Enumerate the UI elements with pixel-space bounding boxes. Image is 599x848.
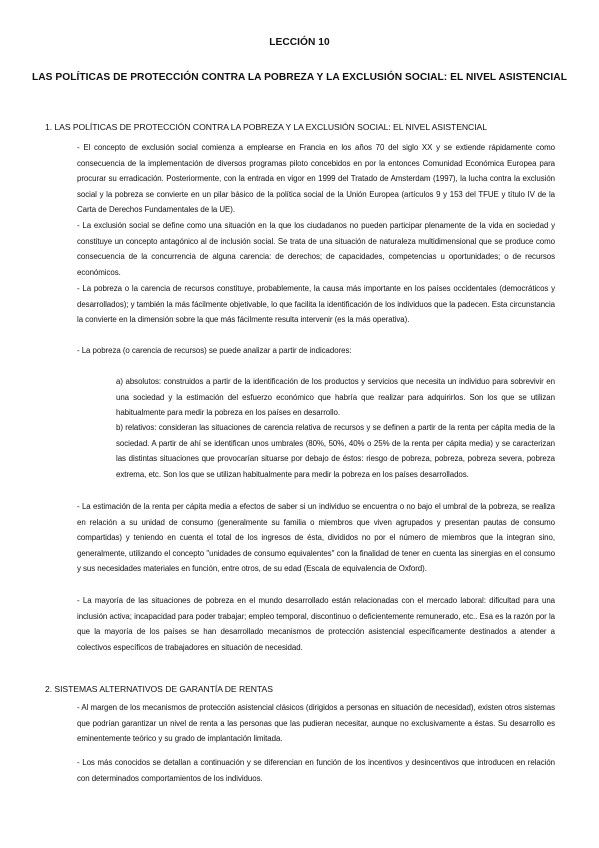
main-title: LAS POLÍTICAS DE PROTECCIÓN CONTRA LA POBREZA Y LA EXCLUSIÓN SOCIAL: EL NIVEL ASISTENCIAL	[32, 72, 567, 83]
paragraph-alternative-systems: - Al margen de los mecanismos de protección asistencial clásicos (dirigidos a personas en situación de necesidad), existen otros sistemas que podrían garantizar un nivel de renta a las personas que las pudieran necesitar, aunque no exclusivamente a éstas. Su desarrollo es eminentemente teórico y su grado de implantación limitada.	[77, 703, 555, 744]
subparagraph-absolute-indicators: a) absolutos: construidos a partir de la identificación de los productos y servicios que necesita un individuo para sobrevivir en una sociedad y la estimación del esfuerzo económico que habría que realizar para adquirirlos. Son los que se utilizan habitualmente para medir la pobreza en los países en desarrollo.	[116, 377, 555, 418]
paragraph-exclusion-definition: - La exclusión social se define como una situación en la que los ciudadanos no pueden participar plenamente de la vida en sociedad y constituye un concepto antagónico al de inclusión social. Se trata de una situación de naturaleza multidimensional que se produce como consecuencia de la concurrencia de alguna carencia: de derechos; de capacidades, competencias u oportunidades; o de recursos económicos.	[77, 221, 555, 277]
section-1-heading: 1. LAS POLÍTICAS DE PROTECCIÓN CONTRA LA POBREZA Y LA EXCLUSIÓN SOCIAL: EL NIVEL ASISTENCIAL	[45, 122, 487, 132]
paragraph-income-estimation: - La estimación de la renta per cápita media a efectos de saber si un individuo se encuentra o no bajo el umbral de la pobreza, se realiza en relación a su unidad de consumo (generalmente su familia o miembros que viven agrupados y presentan pautas de consumo compartidas) y teniendo en cuenta el total de los ingresos de ésta, divididos no por el número de miembros que la integran sino, generalmente, utilizando el concepto "unidades de consumo equivalentes" con la finalidad de tener en cuenta las sinergias en el consumo y sus necesidades materiales en función, entre otros, de su edad (Escala de equivalencia de Oxford).	[77, 502, 555, 574]
subparagraph-relative-indicators: b) relativos: consideran las situaciones de carencia relativa de recursos y se definen a partir de la renta per cápita media de la sociedad. A partir de ahí se identifican unos umbrales (80%, 50%, 40% o 25% de la renta per cápita media) y se caracterizan las distintas situaciones que provocarían situarse por debajo de éstos: riesgo de pobreza, pobreza, pobreza severa, pobreza extrema, etc. Son los que se utilizan habitualmente para medir la pobreza en los países desarrollados.	[116, 423, 555, 479]
paragraph-indicators-intro: - La pobreza (o carencia de recursos) se puede analizar a partir de indicadores:	[77, 346, 352, 355]
paragraph-exclusion-origin: - El concepto de exclusión social comienza a emplearse en Francia en los años 70 del siglo XX y se extiende rápidamente como consecuencia de la implementación de diversos programas piloto concebidos en por la entonces Comunidad Económica Europea para procurar su erradicación. Posteriormente, con la entrada en vigor en 1999 del Tratado de Amsterdam (1997), la lucha contra la exclusión social y la pobreza se convierte en un pilar básico de la política social de la Unión Europea (artículos 9 y 153 del TFUE y título IV de la Carta de Derechos Fundamentales de la UE).	[77, 143, 555, 215]
paragraph-labour-market: - La mayoría de las situaciones de pobreza en el mundo desarrollado están relacionadas con el mercado laboral: dificultad para una inclusión activa; incapacidad para poder trabajar; empleo temporal, discontinuo o deficientemente remunerado, etc.. Esa es la razón por la que la mayoría de los países se han desarrollado mecanismos de protección asistencial específicamente destinados a atender a colectivos específicos de trabajadores en situación de necesidad.	[77, 596, 555, 652]
paragraph-poverty-cause: - La pobreza o la carencia de recursos constituye, probablemente, la causa más importante en los países occidentales (democráticos y desarrollados); y también la más fácilmente objetivable, lo que facilita la identificación de los individuos que la padecen. Esta circunstancia la convierte en la dimensión sobre la que más fácilmente resulta intervenir (es la más operativa).	[77, 284, 555, 325]
section-2-heading: 2. SISTEMAS ALTERNATIVOS DE GARANTÍA DE RENTAS	[45, 684, 273, 694]
lesson-title: LECCIÓN 10	[269, 37, 330, 48]
paragraph-known-systems: - Los más conocidos se detallan a continuación y se diferencian en función de los incentivos y desincentivos que introducen en relación con determinados comportamientos de los individuos.	[77, 758, 555, 783]
